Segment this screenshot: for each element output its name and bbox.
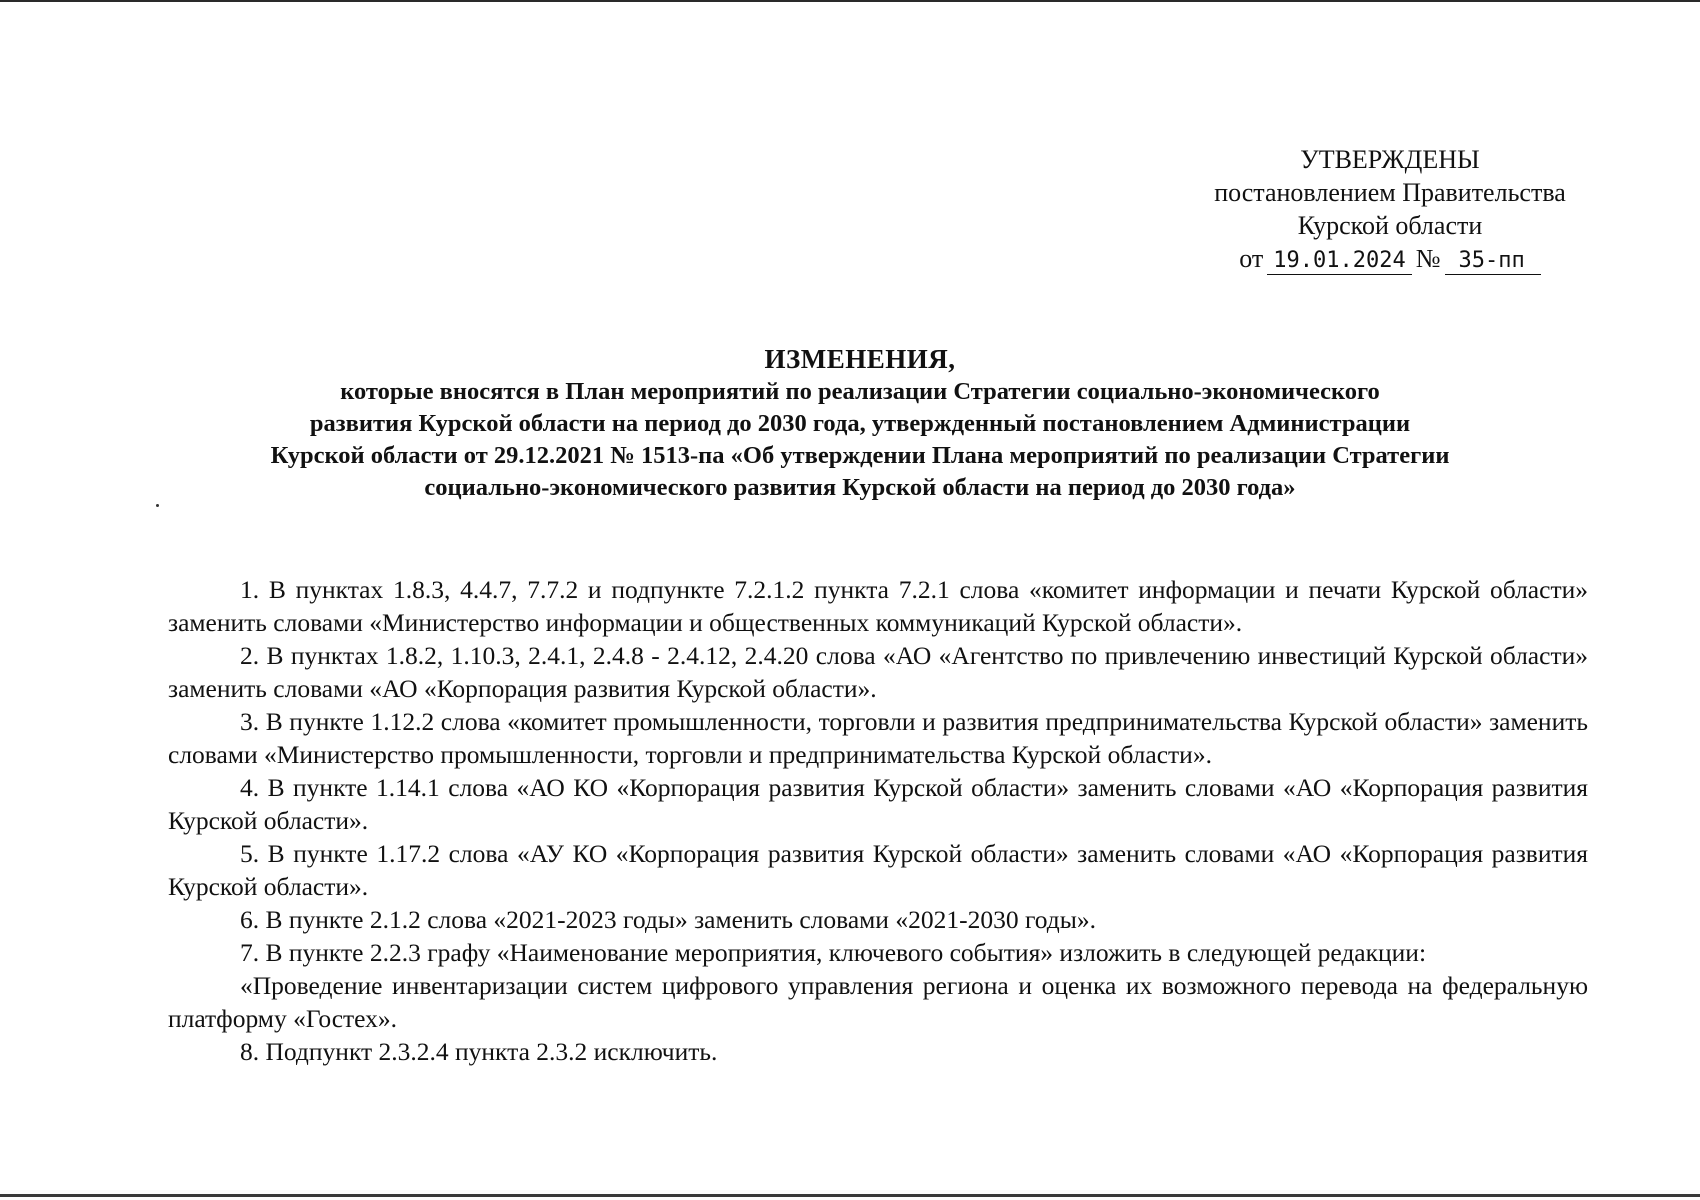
scan-speck <box>156 504 159 507</box>
approval-number-sign: № <box>1415 244 1441 273</box>
approval-line-1: постановлением Правительства <box>1214 178 1566 207</box>
approval-date-prefix: от <box>1239 244 1264 273</box>
paragraph-6: 6. В пункте 2.1.2 слова «2021-2023 годы» заменить словами «2021-2030 годы». <box>240 905 1097 934</box>
title-subtitle <box>150 376 1570 504</box>
paragraph-4: 4. В пункте 1.14.1 слова «АО КО «Корпорация развития Курской области» заменить словами «АО «Корпорация развития Курской области». <box>168 773 1588 835</box>
paragraph-3: 3. В пункте 1.12.2 слова «комитет промышленности, торговли и развития предпринимательства Курской области» заменить словами «Министерство промышленности, торговли и предпринимательства Курской области». <box>168 707 1588 769</box>
title-main: ИЗМЕНЕНИЯ, <box>764 344 956 374</box>
approval-date: 19.01.2024 <box>1267 248 1411 275</box>
title-line-1: которые вносятся в План мероприятий по реализации Стратегии социально-экономического <box>340 378 1380 405</box>
scan-edge-bottom <box>0 1194 1700 1197</box>
approval-date-line <box>1180 242 1600 275</box>
paragraph-7-quote: «Проведение инвентаризации систем цифрового управления региона и оценка их возможного перевода на федеральную платформу «Гостех». <box>168 971 1588 1033</box>
title-line-3: Курской области от 29.12.2021 № 1513-па «Об утверждении Плана мероприятий по реализации Стратегии <box>270 442 1450 469</box>
scan-edge-top <box>0 0 1700 2</box>
title-line-2: развития Курской области на период до 2030 года, утвержденный постановлением Администрации <box>309 410 1411 437</box>
paragraph-1: 1. В пунктах 1.8.3, 4.4.7, 7.7.2 и подпункте 7.2.1.2 пункта 7.2.1 слова «комитет информации и печати Курской области» заменить словами «Министерство информации и общественных коммуникаций Курской области». <box>168 575 1588 637</box>
approval-block <box>1180 143 1600 275</box>
paragraph-5: 5. В пункте 1.17.2 слова «АУ КО «Корпорация развития Курской области» заменить словами «АО «Корпорация развития Курской области». <box>168 839 1588 901</box>
approval-heading: УТВЕРЖДЕНЫ <box>1300 145 1480 174</box>
title-line-4: социально-экономического развития Курской области на период до 2030 года» <box>424 474 1296 501</box>
approval-number: 35-пп <box>1445 248 1541 275</box>
document-title <box>150 342 1570 504</box>
paragraph-8: 8. Подпункт 2.3.2.4 пункта 2.3.2 исключить. <box>240 1037 718 1066</box>
paragraph-7: 7. В пункте 2.2.3 графу «Наименование мероприятия, ключевого события» изложить в следующей редакции: <box>240 938 1427 967</box>
document-body <box>168 573 1588 1068</box>
paragraph-2: 2. В пунктах 1.8.2, 1.10.3, 2.4.1, 2.4.8 - 2.4.12, 2.4.20 слова «АО «Агентство по привлечению инвестиций Курской области» заменить словами «АО «Корпорация развития Курской области». <box>168 641 1588 703</box>
approval-line-2: Курской области <box>1297 211 1483 240</box>
